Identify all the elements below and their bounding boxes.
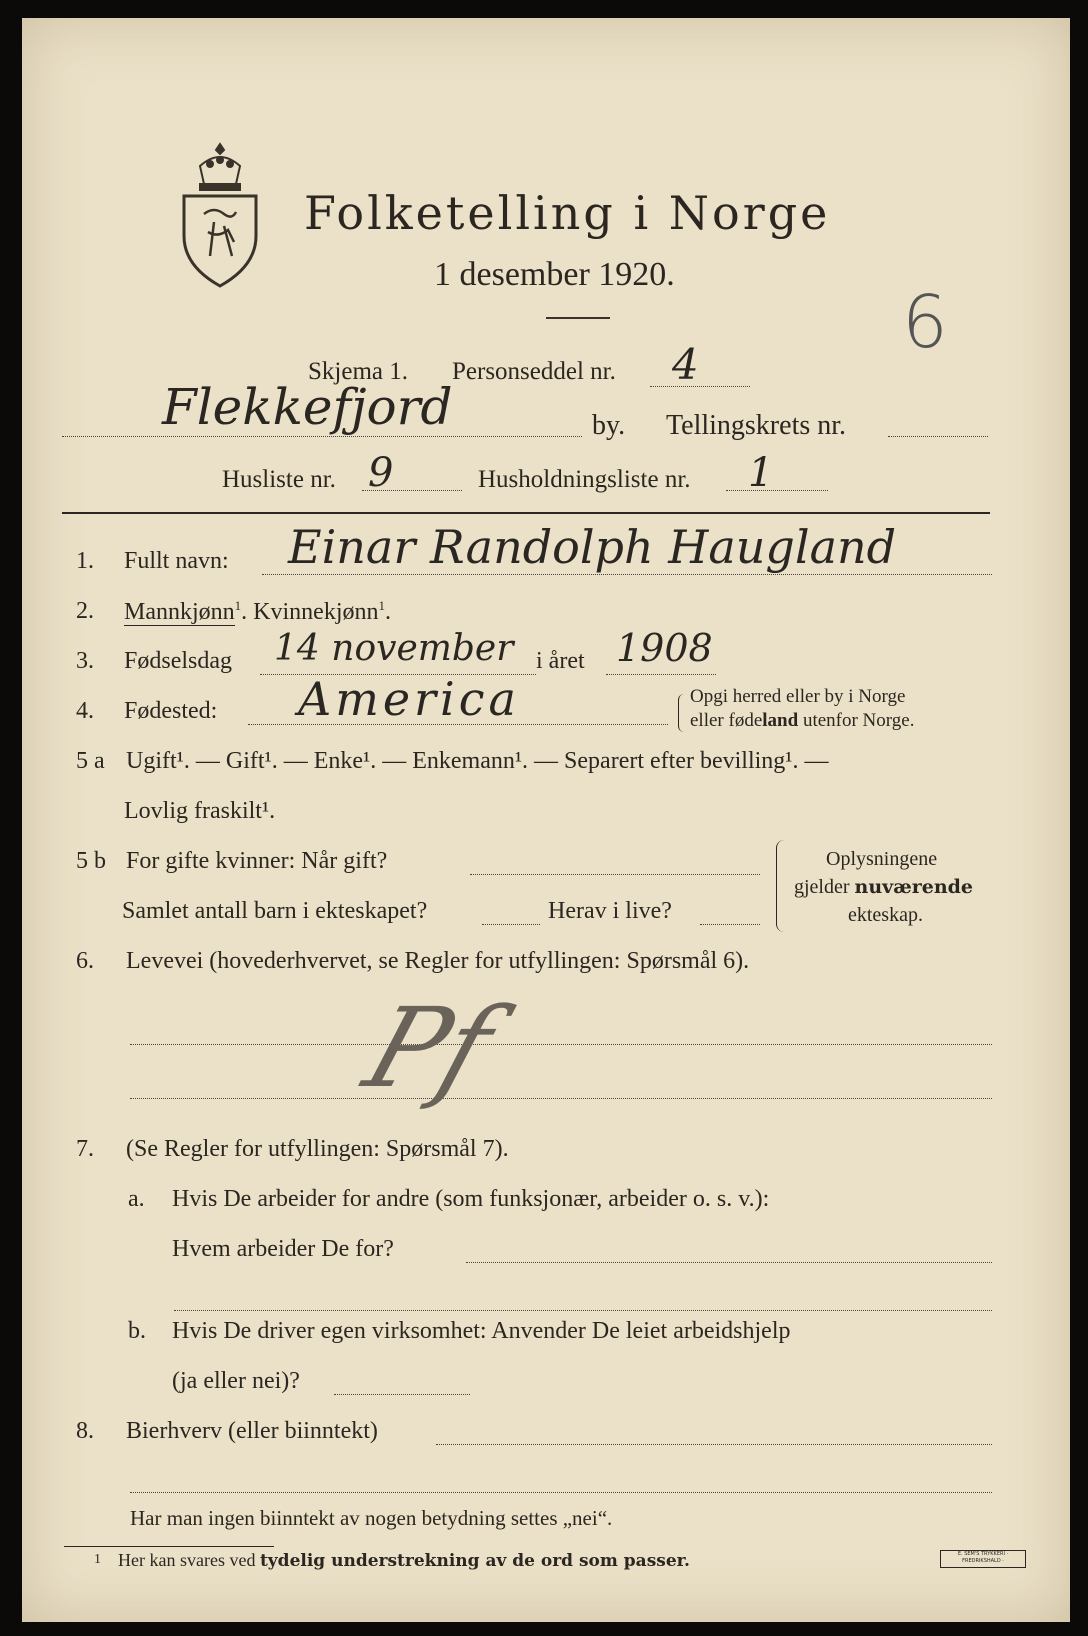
q1-line: [262, 574, 992, 575]
q4-note-line2: [690, 710, 914, 732]
q7b-number: b.: [128, 1318, 146, 1344]
q4-note-2b: land: [762, 710, 799, 731]
q4-brace: [678, 694, 685, 732]
q8-line2: [130, 1492, 992, 1493]
birth-year-value: 1908: [616, 626, 713, 670]
q5b-married-line: [470, 874, 760, 875]
q6-line2: [130, 1098, 992, 1099]
q1-label: Fullt navn:: [124, 548, 229, 574]
place-line: [62, 436, 582, 437]
q4-number: 4.: [76, 698, 94, 724]
q7b-text: Hvis De driver egen virksomhet: Anvender De leiet arbeidshjelp: [172, 1318, 791, 1344]
personseddel-value: 4: [672, 340, 699, 389]
q5b-brace: [776, 840, 785, 932]
q5a-number: 5 a: [76, 748, 105, 774]
personseddel-label: Personseddel nr.: [452, 358, 616, 385]
biinntekt-note: Har man ingen biinntekt av nogen betydning settes „nei“.: [130, 1506, 613, 1530]
q7a-line2: [174, 1310, 992, 1311]
q5b-note2b: nuværende: [854, 876, 974, 898]
q7a-number: a.: [128, 1186, 145, 1212]
sup-male: 1: [234, 598, 242, 613]
q8-number: 8.: [76, 1418, 94, 1444]
q5b-note2: [794, 876, 973, 899]
footnote-number: 1: [94, 1552, 101, 1567]
footnote-b: tydelig understrekning av de ord som passer.: [259, 1551, 690, 1571]
marital-status-options-2: Lovlig fraskilt¹.: [124, 798, 276, 824]
printer-stamp: E. SEM'S TRYKKERI · FREDRIKSHALD ·: [940, 1550, 1026, 1568]
personseddel-line: [650, 386, 750, 387]
sup-female: 1: [378, 598, 385, 613]
q8-label: Bierhverv (eller biinntekt): [126, 1418, 378, 1444]
form-title: Folketelling i Norge: [304, 186, 831, 240]
q7-label: (Se Regler for utfyllingen: Spørsmål 7).: [126, 1136, 509, 1162]
q4-note-line1: Opgi herred eller by i Norge: [690, 686, 906, 707]
occupation-mark: Pf: [351, 984, 508, 1112]
birthday-value: 14 november: [274, 628, 514, 669]
place-value: Flekkefjord: [162, 378, 453, 436]
q3-label: Fødselsdag: [124, 648, 232, 674]
title-divider: [546, 317, 610, 319]
header-rule: [62, 512, 990, 514]
coat-of-arms-icon: [174, 136, 266, 296]
q4-note-2c: utenfor Norge.: [798, 710, 915, 731]
q5b-note3: ekteskap.: [848, 904, 923, 926]
q7-number: 7.: [76, 1136, 94, 1162]
q5b-note1: Oplysningene: [826, 848, 938, 870]
husholdning-line: [726, 490, 828, 491]
q7b-line: [334, 1394, 470, 1395]
q5b-alive-label: Herav i live?: [548, 898, 672, 924]
sep-female: .: [385, 599, 391, 625]
q8-line1: [436, 1444, 992, 1445]
q3-year-label: i året: [536, 648, 585, 674]
q4-label: Fødested:: [124, 698, 218, 724]
census-date: 1 desember 1920.: [434, 256, 675, 293]
sep-male: .: [241, 599, 248, 625]
husliste-value: 9: [368, 450, 394, 496]
tellingskrets-label: Tellingskrets nr.: [666, 410, 847, 441]
q5b-number: 5 b: [76, 848, 106, 874]
q7a-text: Hvis De arbeider for andre (som funksjonær, arbeider o. s. v.):: [172, 1186, 770, 1212]
tellingskrets-value: 6: [902, 280, 948, 364]
footnote-text: [118, 1550, 690, 1571]
q2-number: 2.: [76, 598, 94, 624]
husholdning-label: Husholdningsliste nr.: [478, 466, 691, 493]
footnote-a: Her kan svares ved: [118, 1550, 260, 1570]
footnote-rule: [64, 1546, 274, 1547]
gender-male: Mannkjønn: [124, 599, 235, 625]
q6-line1: [130, 1044, 992, 1045]
tellingskrets-line: [888, 436, 988, 437]
q5b-children-line: [482, 924, 540, 925]
skjema-label: Skjema 1.: [308, 358, 408, 385]
q6-label: Levevei (hovederhvervet, se Regler for utfyllingen: Spørsmål 6).: [126, 948, 750, 974]
birthplace-value: America: [298, 672, 520, 726]
husholdning-value: 1: [748, 450, 774, 496]
marital-status-options: Ugift¹. — Gift¹. — Enke¹. — Enkemann¹. — Separert efter bevilling¹. —: [126, 748, 829, 774]
q7a-text2: Hvem arbeider De for?: [172, 1236, 394, 1262]
q5b-children-label: Samlet antall barn i ekteskapet?: [122, 898, 428, 924]
q7a-line1: [466, 1262, 992, 1263]
q3-year-line: [606, 674, 716, 675]
q6-number: 6.: [76, 948, 94, 974]
census-form: [22, 18, 1070, 1622]
husliste-label: Husliste nr.: [222, 466, 336, 493]
full-name-value: Einar Randolph Haugland: [288, 520, 897, 574]
q5b-note2a: gjelder: [794, 876, 855, 898]
q1-number: 1.: [76, 548, 94, 574]
q3-number: 3.: [76, 648, 94, 674]
q5b-married-label: For gifte kvinner: Når gift?: [126, 848, 388, 874]
gender-options: [124, 598, 391, 626]
q4-note-2a: eller føde: [690, 710, 763, 731]
by-label: by.: [592, 410, 626, 441]
q5b-alive-line: [700, 924, 760, 925]
gender-female: Kvinnekjønn: [253, 599, 379, 625]
q7b-text2: (ja eller nei)?: [172, 1368, 300, 1394]
